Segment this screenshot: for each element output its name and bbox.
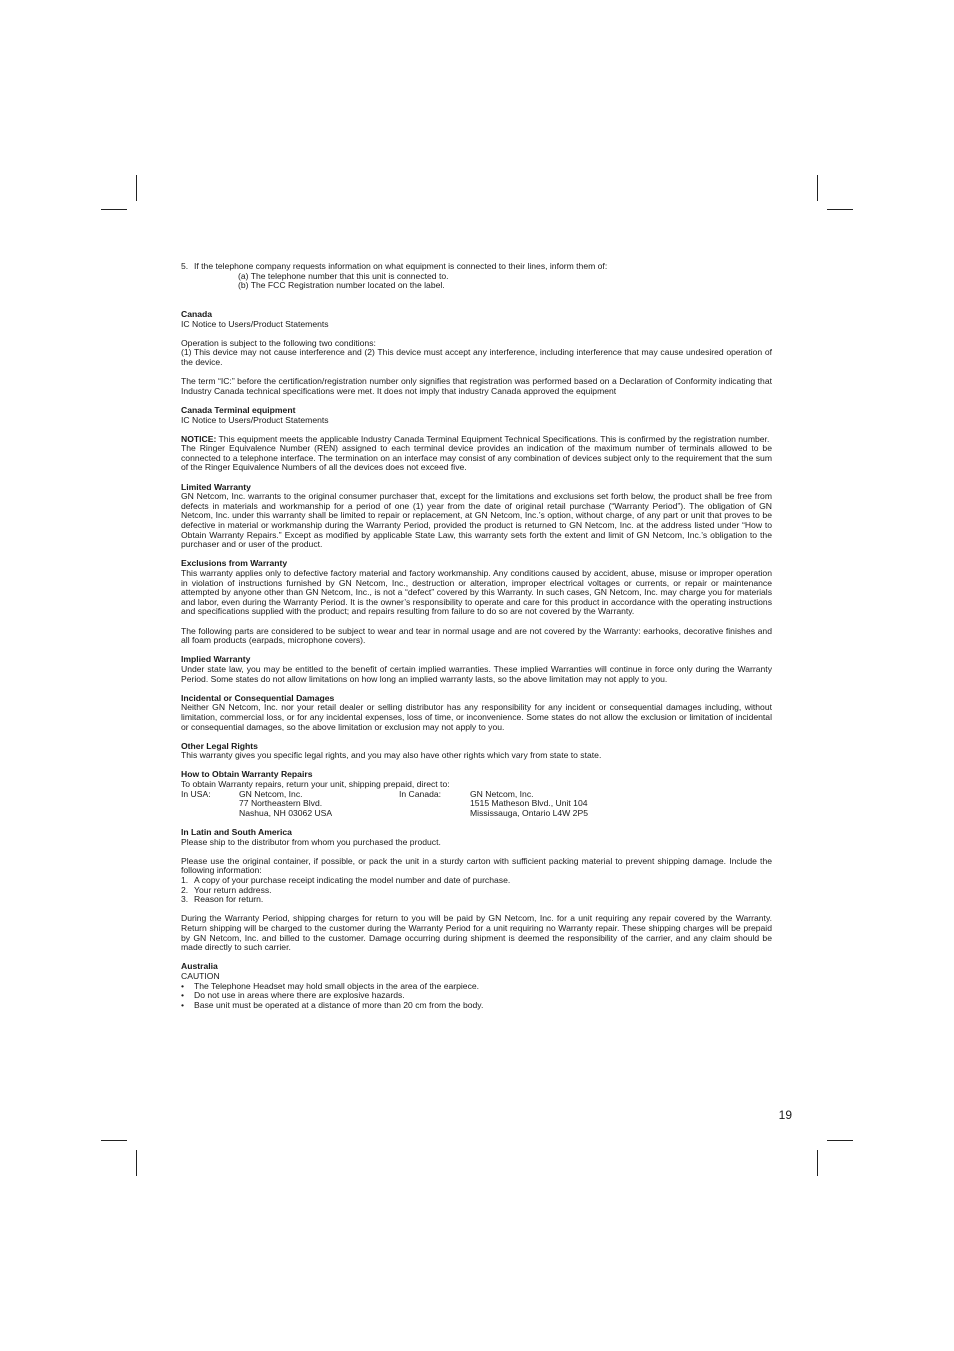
canada-line: 1515 Matheson Blvd., Unit 104 xyxy=(470,798,588,809)
usa-line: 77 Northeastern Blvd. xyxy=(239,798,323,809)
list-text: Reason for return. xyxy=(194,894,264,905)
limited-warranty-text: GN Netcom, Inc. warrants to the original consumer purchaser that, except for the limitations and exclusions set forth below, the product shall be free from defects in materials and workmanship for a period of one (1) year from the date of original retail purchase (“Warranty Period”). The obligation of GN Netcom, Inc. under this warranty shall be limited to repair or replacement, at GN Netcom, Inc.’s option, without charge, of any part or unit that proves to be defective in material or workmanship during the Warranty Period, provided the product is returned to GN Netcom, Inc. at the address listed under “How to Obtain Warranty Repairs.” Except as modified by applicable State Law, this warranty sets forth the extent and limit of GN Netcom, Inc.’s obligation to the purchaser and or user of the product. xyxy=(181,491,772,550)
bullet-text: Base unit must be operated at a distance of more than 20 cm from the body. xyxy=(194,999,484,1010)
list-item xyxy=(181,895,772,905)
ren-paragraph: The Ringer Equivalence Number (REN) assigned to each terminal device provides an indication of the maximum number of terminals allowed to be connected to a telephone interface. The termination on an interface may consist of any combination of devices subject only to the requirement that the sum of the Ringer Equivalence Numbers of all the devices does not exceed five. xyxy=(181,443,772,473)
canada-p2: (1) This device may not cause interference and (2) This device must accept any interference, including interference that may cause undesired operation of the device. xyxy=(181,347,772,367)
page-number: 19 xyxy=(778,1108,792,1122)
item-number: 5. xyxy=(181,261,189,271)
usa-line: GN Netcom, Inc. xyxy=(239,788,303,799)
crop-mark xyxy=(136,175,137,201)
section-heading-incidental: Incidental or Consequential Damages xyxy=(181,692,335,703)
caution-label: CAUTION xyxy=(181,970,220,981)
section-heading-how-to: How to Obtain Warranty Repairs xyxy=(181,769,313,780)
crop-mark xyxy=(817,175,818,201)
usa-label: In USA: xyxy=(181,788,211,799)
bullet-icon: • xyxy=(181,999,185,1010)
item-text: If the telephone company requests information on what equipment is connected to their lines, inform them of: xyxy=(194,261,608,271)
bullet-text: Do not use in areas where there are explosive hazards. xyxy=(194,990,405,1001)
bullet-icon: • xyxy=(181,980,185,991)
canada-line: GN Netcom, Inc. xyxy=(470,788,534,799)
usa-line: Nashua, NH 03062 USA xyxy=(239,807,333,818)
canada-label: In Canada: xyxy=(399,788,442,799)
how-to-intro: To obtain Warranty repairs, return your unit, shipping prepaid, direct to: xyxy=(181,779,450,790)
list-number: 2. xyxy=(181,884,189,895)
latin-p1: Please ship to the distributor from whom you purchased the product. xyxy=(181,836,441,847)
list-text: A copy of your purchase receipt indicating the model number and date of purchase. xyxy=(194,875,511,885)
address-block xyxy=(181,790,772,819)
list-number: 1. xyxy=(181,875,189,885)
section-heading-canada: Canada xyxy=(181,308,213,319)
section-heading-exclusions: Exclusions from Warranty xyxy=(181,558,288,569)
section-heading-other-rights: Other Legal Rights xyxy=(181,740,258,751)
incidental-text: Neither GN Netcom, Inc. nor your retail dealer or selling distributor has any responsibility for any incident or consequential damages including, without limitation, commercial loss, or for any incidental expenses, loss of time, or inconvenience. Some states do not allow the exclusion or limitation of incidental or consequential damages, so the above limitation or exclusion may not apply to you. xyxy=(181,702,772,732)
canada-p3: The term “IC:” before the certification/registration number only signifies that registration was performed based on a Declaration of Conformity indicating that Industry Canada technical specifications were met. It does not imply that industry Canada approved the equipment xyxy=(181,376,772,396)
crop-mark xyxy=(827,1140,853,1141)
latin-p2: Please use the original container, if possible, or pack the unit in a sturdy carton with sufficient packing material to prevent shipping damage. Include the following information: xyxy=(181,855,772,876)
list-number: 3. xyxy=(181,894,189,905)
bullet-item xyxy=(181,1001,772,1011)
notice-label: NOTICE: xyxy=(181,433,217,444)
crop-mark xyxy=(101,209,127,210)
implied-text: Under state law, you may be entitled to the benefit of certain implied warranties. These implied Warranties will continue in force only during the Warranty Period. Some states do not allow limitations on how long an implied warranty lasts, so the above limitation may not apply to you. xyxy=(181,663,772,684)
item-5a: (a) The telephone number that this unit is connected to. xyxy=(238,270,449,281)
section-heading-limited-warranty: Limited Warranty xyxy=(181,481,251,492)
list-item xyxy=(181,886,772,896)
crop-mark xyxy=(136,1150,137,1176)
item-5b: (b) The FCC Registration number located on the label. xyxy=(238,280,445,291)
section-heading-canada-terminal: Canada Terminal equipment xyxy=(181,404,296,415)
other-rights-text: This warranty gives you specific legal rights, and you may also have other rights which vary from state to state. xyxy=(181,750,602,761)
section-heading-latin: In Latin and South America xyxy=(181,827,292,838)
notice-text: This equipment meets the applicable Industry Canada Terminal Equipment Technical Specifications. This is confirmed by the registration number. xyxy=(216,433,770,444)
section-heading-implied: Implied Warranty xyxy=(181,654,251,665)
canada-subheading: IC Notice to Users/Product Statements xyxy=(181,318,329,329)
canada-line: Mississauga, Ontario L4W 2P5 xyxy=(470,807,588,818)
latin-p3: During the Warranty Period, shipping charges for return to you will be paid by GN Netcom, Inc. for a unit requiring any repair covered by the Warranty. Return shipping will be charged to the customer during the Warranty Period for a unit requiring no Warranty repair. These shipping charges will be prepaid by GN Netcom, Inc. and billed to the customer. Damage occurring during shipment is deemed the responsibility of the carrier, and any claim should be made directly to such carrier. xyxy=(181,913,772,953)
canada-p1: Operation is subject to the following two conditions: xyxy=(181,337,376,348)
canada-terminal-subheading: IC Notice to Users/Product Statements xyxy=(181,414,329,425)
exclusions-p1: This warranty applies only to defective factory material and factory workmanship. Any conditions caused by accident, abuse, misuse or improper operation in violation of instructions furnished by GN Netcom, Inc., destruction or alteration, improper electrical voltages or currents, or repair or maintenance attempted by anyone other than GN Netcom, Inc., is not a “defect” covered by this Warranty. In such cases, GN Netcom, Inc. may charge you for materials and labor, even during the Warranty Period. It is the owner’s responsibility to operate and care for this product in accordance with the operating instructions and specifications supplied with the product; and repairs resulting from failure to do so are not covered by the Warranty. xyxy=(181,568,772,617)
crop-mark xyxy=(101,1140,127,1141)
crop-mark xyxy=(827,209,853,210)
exclusions-p2: The following parts are considered to be subject to wear and tear in normal usage and are not covered by the Warranty: earhooks, decorative finishes and all foam products (earpads, microphone covers). xyxy=(181,625,772,646)
bullet-text: The Telephone Headset may hold small objects in the area of the earpiece. xyxy=(194,980,480,991)
list-text: Your return address. xyxy=(194,884,272,895)
bullet-icon: • xyxy=(181,990,185,1001)
crop-mark xyxy=(817,1150,818,1176)
section-heading-australia: Australia xyxy=(181,961,218,972)
document-body xyxy=(181,262,772,1010)
